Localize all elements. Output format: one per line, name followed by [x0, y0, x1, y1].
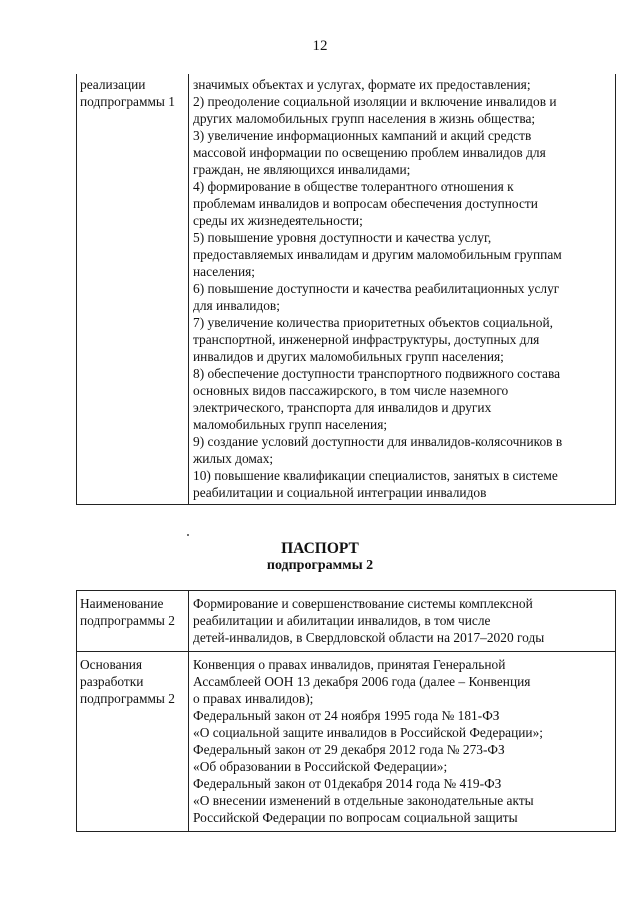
content-line: основных видов пассажирского, в том числе наземного	[193, 383, 509, 398]
content-line: «О социальной защите инвалидов в Российской Федерации»;	[193, 725, 543, 740]
label-line: подпрограммы 2	[80, 613, 175, 628]
label-line: подпрограммы 2	[80, 691, 175, 706]
content-line: 7) увеличение количества приоритетных объектов социальной,	[193, 315, 554, 330]
content-line: о правах инвалидов);	[193, 691, 314, 706]
content-line: проблемам инвалидов и вопросам обеспечения доступности	[193, 196, 538, 211]
content-line: Российской Федерации по вопросам социальной защиты	[193, 810, 518, 825]
content-line: значимых объектах и услугах, формате их предоставления;	[193, 77, 531, 92]
content-line: граждан, не являющихся инвалидами;	[193, 162, 411, 177]
subprogram-2-passport-table	[76, 590, 616, 832]
content-line: детей-инвалидов, в Свердловской области на 2017–2020 годы	[193, 630, 545, 645]
scan-dot	[187, 534, 189, 536]
content-line: Федеральный закон от 24 ноября 1995 года № 181-ФЗ	[193, 708, 500, 723]
content-line: 2) преодоление социальной изоляции и включение инвалидов и	[193, 94, 557, 109]
row-content-cell	[189, 591, 616, 652]
label-line: Основания	[80, 657, 143, 672]
content-line: Федеральный закон от 01декабря 2014 года № 419-ФЗ	[193, 776, 502, 791]
content-line: 6) повышение доступности и качества реабилитационных услуг	[193, 281, 560, 296]
content-line: «О внесении изменений в отдельные законодательные акты	[193, 793, 534, 808]
content-line: для инвалидов;	[193, 298, 280, 313]
row-content-cell	[189, 652, 616, 832]
content-line: других маломобильных групп населения в жизнь общества;	[193, 111, 536, 126]
content-line: Формирование и совершенствование системы комплексной	[193, 596, 533, 611]
content-line: реабилитации и абилитации инвалидов, в том числе	[193, 613, 491, 628]
content-line: «Об образовании в Российской Федерации»;	[193, 759, 448, 774]
content-line: среды их жизнедеятельности;	[193, 213, 363, 228]
passport-subtitle: подпрограммы 2	[266, 558, 374, 573]
content-line: 9) создание условий доступности для инвалидов-колясочников в	[193, 434, 563, 449]
content-line: маломобильных групп населения;	[193, 417, 388, 432]
content-line: населения;	[193, 264, 255, 279]
label-line: подпрограммы 1	[80, 94, 175, 109]
content-line: Федеральный закон от 29 декабря 2012 года № 273-ФЗ	[193, 742, 505, 757]
passport-title: ПАСПОРТ	[281, 540, 359, 557]
content-line: предоставляемых инвалидам и другим маломобильным группам	[193, 247, 562, 262]
content-line: 4) формирование в обществе толерантного отношения к	[193, 179, 514, 194]
row-label-cell	[77, 652, 189, 832]
content-line: массовой информации по освещению проблем инвалидов для	[193, 145, 546, 160]
label-line: разработки	[80, 674, 144, 689]
label-line: Наименование	[80, 596, 164, 611]
content-line: 5) повышение уровня доступности и качества услуг,	[193, 230, 492, 245]
content-line: 8) обеспечение доступности транспортного подвижного состава	[193, 366, 561, 381]
subprogram-1-table	[76, 74, 616, 505]
content-line: реабилитации и социальной интеграции инвалидов	[193, 485, 487, 500]
content-line: электрического, транспорта для инвалидов и других	[193, 400, 492, 415]
table-row	[77, 591, 616, 652]
content-line: Ассамблеей ООН 13 декабря 2006 года (далее – Конвенция	[193, 674, 531, 689]
table-row	[77, 652, 616, 832]
content-line: жилых домах;	[193, 451, 274, 466]
content-line: 10) повышение квалификации специалистов, занятых в системе	[193, 468, 558, 483]
content-line: транспортной, инженерной инфраструктуры, доступных для	[193, 332, 540, 347]
row-label-cell	[77, 591, 189, 652]
label-line: реализации	[80, 77, 146, 92]
row-content-cell	[189, 74, 616, 505]
content-line: Конвенция о правах инвалидов, принятая Генеральной	[193, 657, 506, 672]
content-line: 3) увеличение информационных кампаний и акций средств	[193, 128, 532, 143]
content-line: инвалидов и других маломобильных групп населения;	[193, 349, 504, 364]
row-label-cell	[77, 74, 189, 505]
table-row	[77, 74, 616, 505]
page-number: 12	[312, 38, 328, 54]
